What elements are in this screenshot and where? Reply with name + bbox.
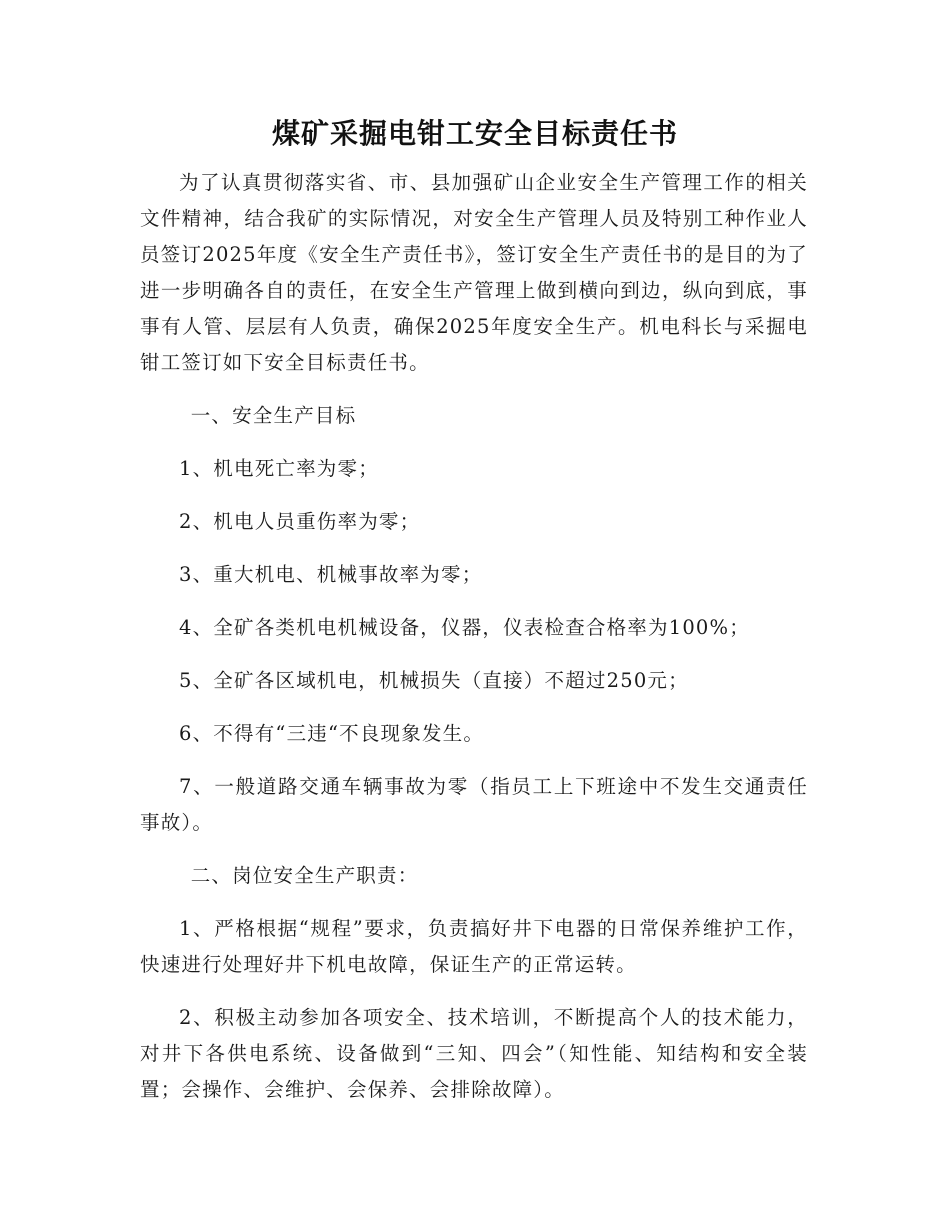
goal-item: 7、一般道路交通车辆事故为零（指员工上下班途中不发生交通责任事故）。 [140,775,808,834]
document-body [140,165,808,1108]
section-heading-safety-goals: 一、安全生产目标 [190,404,357,427]
goal-item: 2、机电人员重伤率为零； [179,510,421,533]
document-title: 煤矿采掘电钳工安全目标责任书 [271,117,678,150]
goal-item: 5、全矿各区域机电，机械损失（直接）不超过250元； [179,669,689,692]
goal-item: 4、全矿各类机电机械设备，仪器，仪表检查合格率为100%； [179,616,750,639]
goal-item: 6、不得有“三违“不良现象发生。 [179,722,485,745]
goal-item: 1、机电死亡率为零； [179,457,379,480]
intro-paragraph: 为了认真贯彻落实省、市、县加强矿山企业安全生产管理工作的相关文件精神，结合我矿的实际情况，对安全生产管理人员及特别工种作业人员签订2025年度《安全生产责任书》，签订安全生产责任书的是目的为了进一步明确各自的责任，在安全生产管理上做到横向到边，纵向到底，事事有人管、层层有人负责，确保2025年度安全生产。机电科长与采掘电钳工签订如下安全目标责任书。 [140,171,808,374]
duty-item: 2、积极主动参加各项安全、技术培训，不断提高个人的技术能力，对井下各供电系统、设备做到“三知、四会”（知性能、知结构和安全装置；会操作、会维护、会保养、会排除故障）。 [140,1006,808,1101]
section-heading-job-duties: 二、岗位安全生产职责： [190,864,419,887]
goal-item: 3、重大机电、机械事故率为零； [179,563,483,586]
duty-item: 1、严格根据“规程”要求，负责搞好井下电器的日常保养维护工作，快速进行处理好井下机电故障，保证生产的正常运转。 [140,917,808,976]
